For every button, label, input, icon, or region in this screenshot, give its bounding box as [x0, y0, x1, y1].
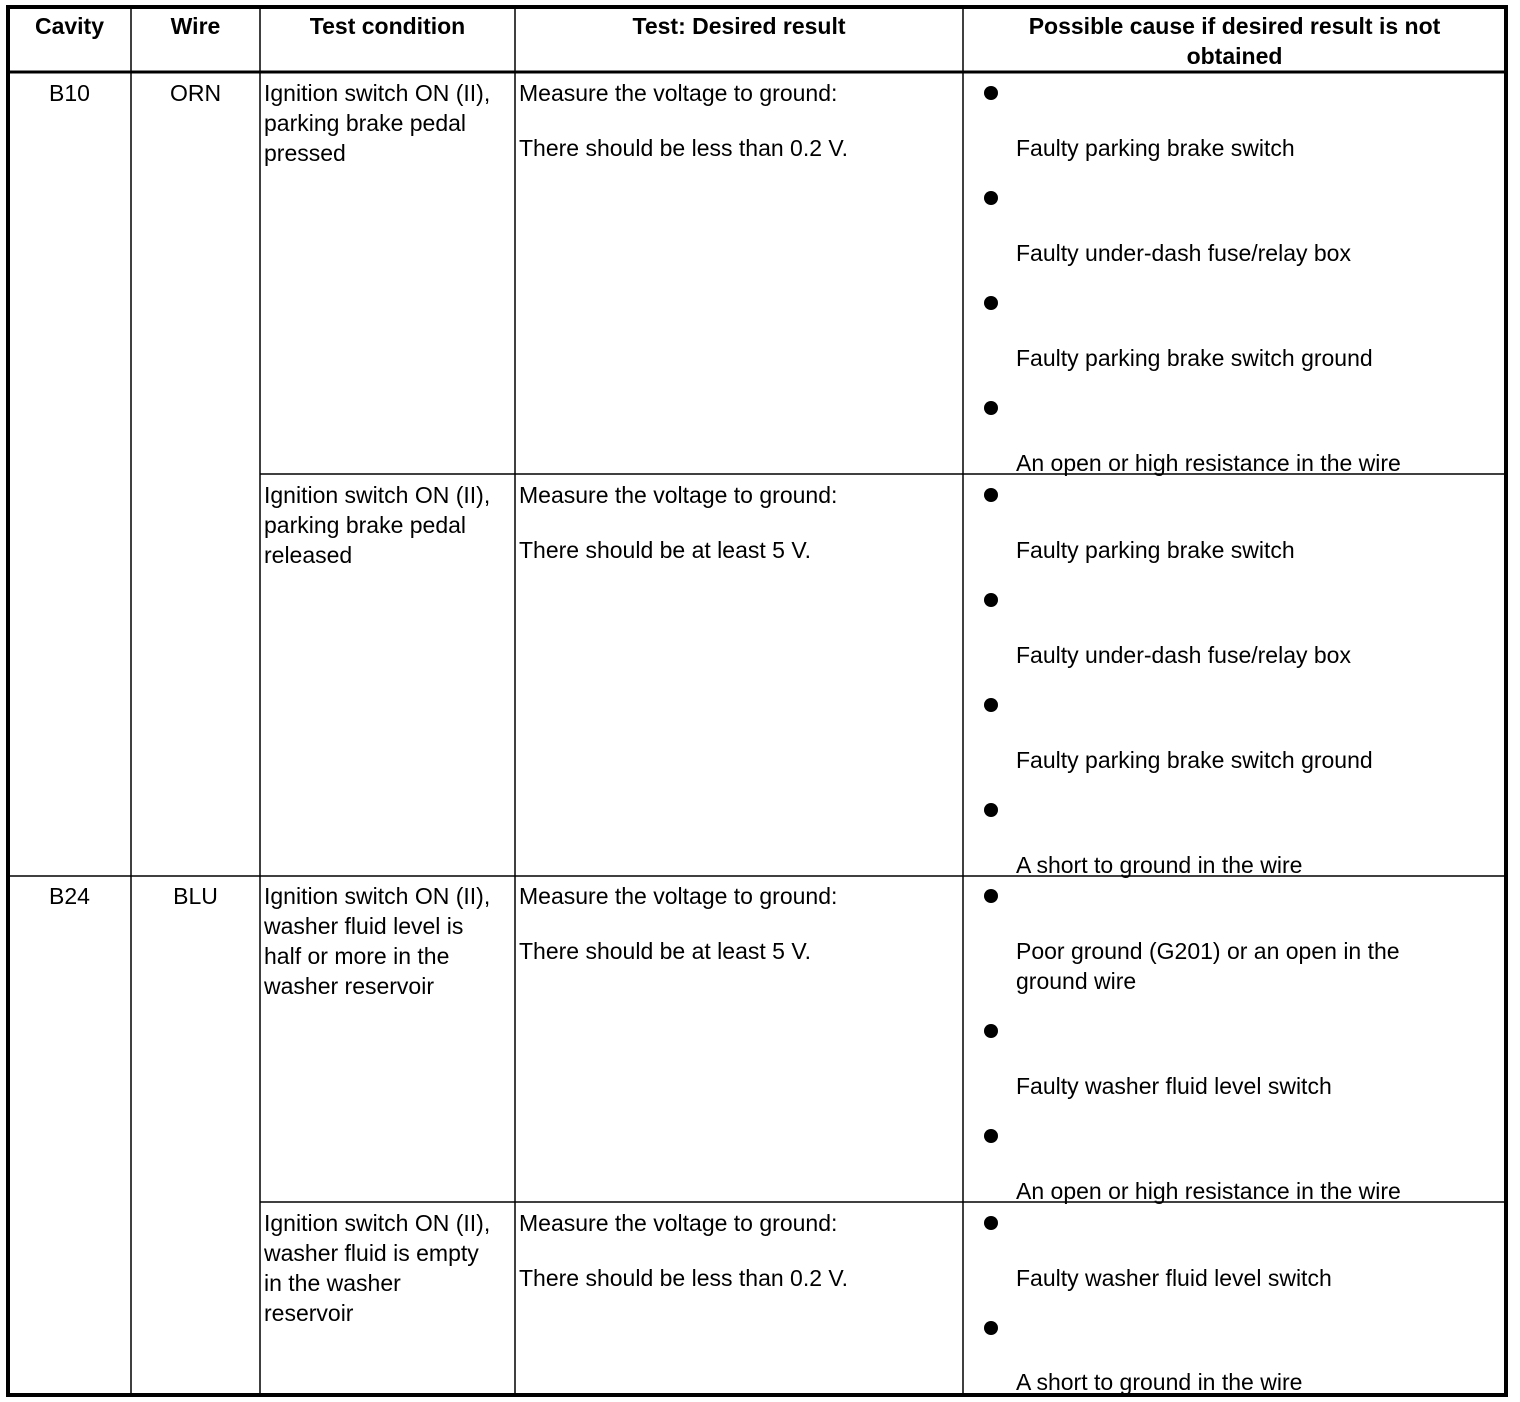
cause-item: Faulty washer fluid level switch	[1016, 1073, 1332, 1099]
condition-line: parking brake pedal	[264, 512, 467, 538]
condition-line: Ignition switch ON (II),	[264, 482, 491, 508]
bullet-icon	[984, 401, 998, 415]
cause-line: ground wire	[1016, 968, 1137, 994]
cause-item: Faulty under-dash fuse/relay box	[1016, 642, 1351, 668]
condition-line: half or more in the	[264, 943, 450, 969]
bullet-icon	[984, 1321, 998, 1335]
result-measure: Measure the voltage to ground:	[519, 80, 838, 106]
condition-b24-empty	[264, 1208, 490, 1328]
cause-item	[1016, 936, 1400, 996]
bullet-icon	[984, 593, 998, 607]
condition-line: Ignition switch ON (II),	[264, 80, 491, 106]
cause-item: An open or high resistance in the wire	[1016, 1178, 1401, 1204]
result-measure: Measure the voltage to ground:	[519, 883, 838, 909]
condition-b24-full	[264, 881, 490, 1001]
condition-line: parking brake pedal	[264, 110, 467, 136]
condition-line: Ignition switch ON (II),	[264, 883, 491, 909]
bullet-icon	[984, 86, 998, 100]
header-possible-cause	[963, 11, 1506, 71]
bullet-icon	[984, 698, 998, 712]
cavity-b24: B24	[49, 883, 90, 909]
cause-item: Faulty parking brake switch ground	[1016, 345, 1373, 371]
cause-item: A short to ground in the wire	[1016, 1369, 1303, 1395]
bullet-icon	[984, 889, 998, 903]
header-possible-cause-line2: obtained	[1186, 43, 1283, 69]
header-wire: Wire	[170, 13, 221, 39]
bullet-icon	[984, 803, 998, 817]
header-desired-result: Test: Desired result	[632, 13, 846, 39]
result-expected: There should be at least 5 V.	[519, 537, 811, 563]
cause-item: Faulty parking brake switch	[1016, 135, 1295, 161]
header-possible-cause-line1: Possible cause if desired result is not	[1028, 13, 1441, 39]
result-expected: There should be less than 0.2 V.	[519, 135, 849, 161]
bullet-icon	[984, 191, 998, 205]
condition-b10-released	[264, 480, 490, 570]
header-test-condition: Test condition	[309, 13, 466, 39]
condition-line: pressed	[264, 140, 346, 166]
cause-item: A short to ground in the wire	[1016, 852, 1303, 878]
condition-line: released	[264, 542, 353, 568]
bullet-icon	[984, 1129, 998, 1143]
condition-line: washer reservoir	[264, 973, 434, 999]
bullet-icon	[984, 1024, 998, 1038]
cause-item: Faulty under-dash fuse/relay box	[1016, 240, 1351, 266]
result-measure: Measure the voltage to ground:	[519, 482, 838, 508]
wire-orn: ORN	[169, 80, 222, 106]
wire-blu: BLU	[173, 883, 218, 909]
cause-item: Faulty washer fluid level switch	[1016, 1265, 1332, 1291]
cavity-b10: B10	[49, 80, 90, 106]
cause-line: Poor ground (G201) or an open in the	[1016, 938, 1400, 964]
cause-item: Faulty parking brake switch	[1016, 537, 1295, 563]
result-expected: There should be less than 0.2 V.	[519, 1265, 849, 1291]
result-expected: There should be at least 5 V.	[519, 938, 811, 964]
condition-line: Ignition switch ON (II),	[264, 1210, 491, 1236]
condition-b10-pressed	[264, 78, 490, 168]
condition-line: reservoir	[264, 1300, 354, 1326]
cause-item: Faulty parking brake switch ground	[1016, 747, 1373, 773]
cause-item: An open or high resistance in the wire	[1016, 450, 1401, 476]
bullet-icon	[984, 488, 998, 502]
result-measure: Measure the voltage to ground:	[519, 1210, 838, 1236]
bullet-icon	[984, 296, 998, 310]
condition-line: washer fluid is empty	[264, 1240, 479, 1266]
condition-line: in the washer	[264, 1270, 401, 1296]
condition-line: washer fluid level is	[264, 913, 464, 939]
header-cavity: Cavity	[34, 13, 105, 39]
bullet-icon	[984, 1216, 998, 1230]
